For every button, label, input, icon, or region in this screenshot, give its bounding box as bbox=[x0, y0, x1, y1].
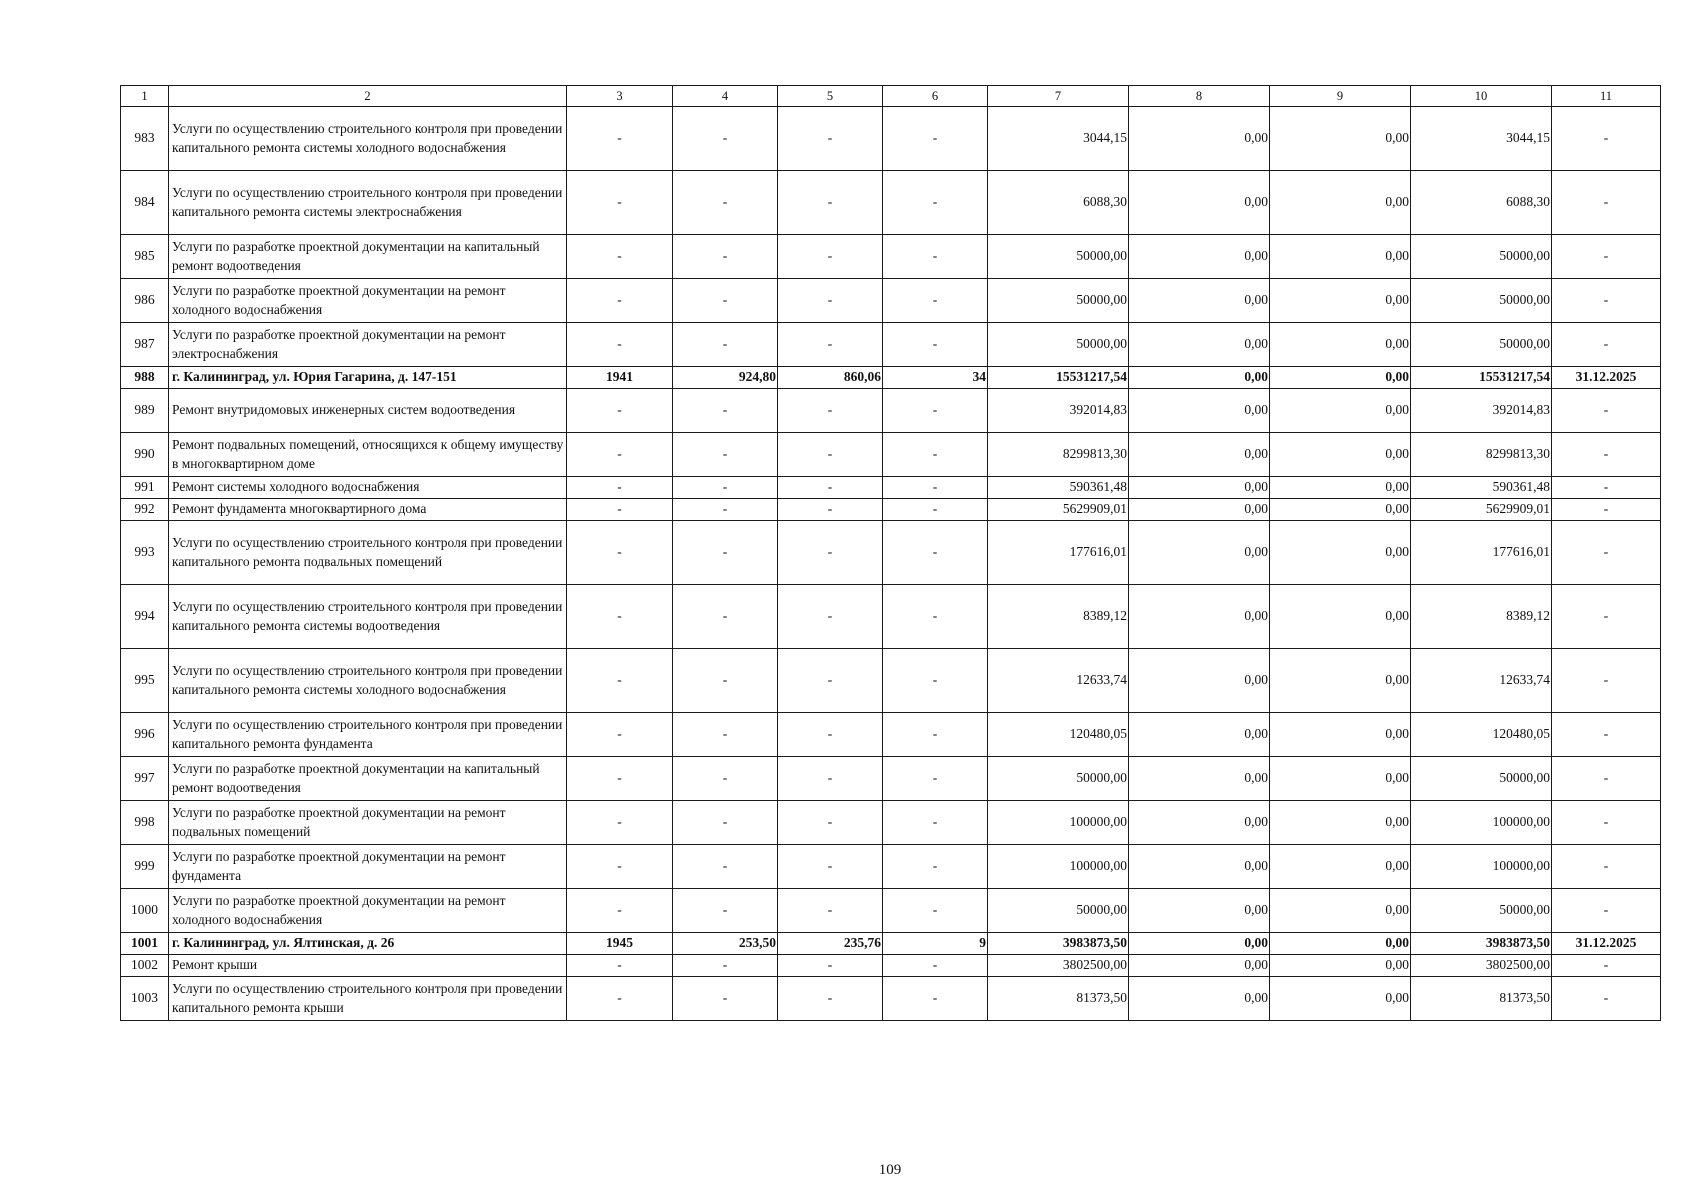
total-cost-cell: 3044,15 bbox=[988, 107, 1129, 171]
year-cell: 1945 bbox=[567, 933, 673, 955]
total-cost-cell: 100000,00 bbox=[988, 801, 1129, 845]
total-area-cell: - bbox=[673, 323, 778, 367]
owners-cost-cell: 50000,00 bbox=[1411, 279, 1552, 323]
year-cell: - bbox=[567, 279, 673, 323]
total-cost-cell: 6088,30 bbox=[988, 171, 1129, 235]
column-header: 5 bbox=[778, 86, 883, 107]
table-row bbox=[121, 713, 1661, 757]
residents-cell: - bbox=[883, 499, 988, 521]
deadline-cell: - bbox=[1552, 955, 1661, 977]
year-cell: - bbox=[567, 499, 673, 521]
deadline-cell: 31.12.2025 bbox=[1552, 933, 1661, 955]
residents-cell: - bbox=[883, 521, 988, 585]
total-cost-cell: 50000,00 bbox=[988, 235, 1129, 279]
work-name-cell: Услуги по осуществлению строительного контроля при проведении капитального ремонта фундамента bbox=[169, 713, 567, 757]
year-cell: - bbox=[567, 171, 673, 235]
column-header: 7 bbox=[988, 86, 1129, 107]
row-number-cell: 996 bbox=[121, 713, 169, 757]
total-area-cell: - bbox=[673, 389, 778, 433]
residents-cell: - bbox=[883, 801, 988, 845]
living-area-cell: - bbox=[778, 389, 883, 433]
total-area-cell: - bbox=[673, 757, 778, 801]
table-row bbox=[121, 649, 1661, 713]
fund-cost-cell: 0,00 bbox=[1129, 585, 1270, 649]
row-number-cell: 1001 bbox=[121, 933, 169, 955]
fund-cost-cell: 0,00 bbox=[1129, 235, 1270, 279]
residents-cell: - bbox=[883, 477, 988, 499]
year-cell: - bbox=[567, 521, 673, 585]
row-number-cell: 995 bbox=[121, 649, 169, 713]
work-name-cell: Услуги по осуществлению строительного контроля при проведении капитального ремонта подвальных помещений bbox=[169, 521, 567, 585]
deadline-cell: - bbox=[1552, 477, 1661, 499]
deadline-cell: - bbox=[1552, 801, 1661, 845]
row-number-cell: 987 bbox=[121, 323, 169, 367]
deadline-cell: - bbox=[1552, 433, 1661, 477]
table-row bbox=[121, 845, 1661, 889]
year-cell: - bbox=[567, 977, 673, 1021]
year-cell: - bbox=[567, 585, 673, 649]
residents-cell: - bbox=[883, 649, 988, 713]
year-cell: - bbox=[567, 649, 673, 713]
living-area-cell: 860,06 bbox=[778, 367, 883, 389]
budget-cost-cell: 0,00 bbox=[1270, 279, 1411, 323]
fund-cost-cell: 0,00 bbox=[1129, 845, 1270, 889]
work-name-cell: Услуги по разработке проектной документации на ремонт подвальных помещений bbox=[169, 801, 567, 845]
owners-cost-cell: 3802500,00 bbox=[1411, 955, 1552, 977]
page-number: 109 bbox=[878, 1162, 902, 1178]
work-name-cell: Услуги по разработке проектной документации на капитальный ремонт водоотведения bbox=[169, 757, 567, 801]
budget-cost-cell: 0,00 bbox=[1270, 977, 1411, 1021]
living-area-cell: - bbox=[778, 171, 883, 235]
fund-cost-cell: 0,00 bbox=[1129, 477, 1270, 499]
budget-cost-cell: 0,00 bbox=[1270, 585, 1411, 649]
table-row bbox=[121, 889, 1661, 933]
deadline-cell: - bbox=[1552, 389, 1661, 433]
column-header: 10 bbox=[1411, 86, 1552, 107]
owners-cost-cell: 8389,12 bbox=[1411, 585, 1552, 649]
row-number-cell: 984 bbox=[121, 171, 169, 235]
fund-cost-cell: 0,00 bbox=[1129, 107, 1270, 171]
column-number-header-row bbox=[121, 86, 1661, 107]
work-name-cell: Услуги по осуществлению строительного контроля при проведении капитального ремонта системы водоотведения bbox=[169, 585, 567, 649]
owners-cost-cell: 3983873,50 bbox=[1411, 933, 1552, 955]
row-number-cell: 989 bbox=[121, 389, 169, 433]
year-cell: - bbox=[567, 713, 673, 757]
column-header: 1 bbox=[121, 86, 169, 107]
budget-cost-cell: 0,00 bbox=[1270, 367, 1411, 389]
year-cell: - bbox=[567, 389, 673, 433]
year-cell: - bbox=[567, 889, 673, 933]
living-area-cell: - bbox=[778, 585, 883, 649]
table-row bbox=[121, 171, 1661, 235]
residents-cell: 34 bbox=[883, 367, 988, 389]
work-name-cell: Услуги по осуществлению строительного контроля при проведении капитального ремонта крыши bbox=[169, 977, 567, 1021]
total-cost-cell: 12633,74 bbox=[988, 649, 1129, 713]
address-row bbox=[121, 933, 1661, 955]
table-row bbox=[121, 757, 1661, 801]
fund-cost-cell: 0,00 bbox=[1129, 955, 1270, 977]
living-area-cell: - bbox=[778, 757, 883, 801]
budget-cost-cell: 0,00 bbox=[1270, 235, 1411, 279]
residents-cell: - bbox=[883, 279, 988, 323]
work-name-cell: Ремонт подвальных помещений, относящихся к общему имуществу в многоквартирном доме bbox=[169, 433, 567, 477]
row-number-cell: 994 bbox=[121, 585, 169, 649]
table-row bbox=[121, 955, 1661, 977]
row-number-cell: 991 bbox=[121, 477, 169, 499]
row-number-cell: 1000 bbox=[121, 889, 169, 933]
column-header: 9 bbox=[1270, 86, 1411, 107]
total-cost-cell: 3802500,00 bbox=[988, 955, 1129, 977]
budget-cost-cell: 0,00 bbox=[1270, 499, 1411, 521]
total-cost-cell: 50000,00 bbox=[988, 757, 1129, 801]
total-cost-cell: 5629909,01 bbox=[988, 499, 1129, 521]
residents-cell: - bbox=[883, 433, 988, 477]
owners-cost-cell: 81373,50 bbox=[1411, 977, 1552, 1021]
owners-cost-cell: 100000,00 bbox=[1411, 801, 1552, 845]
row-number-cell: 985 bbox=[121, 235, 169, 279]
work-name-cell: Услуги по разработке проектной документации на ремонт фундамента bbox=[169, 845, 567, 889]
table-row bbox=[121, 477, 1661, 499]
total-area-cell: - bbox=[673, 499, 778, 521]
budget-cost-cell: 0,00 bbox=[1270, 955, 1411, 977]
living-area-cell: - bbox=[778, 235, 883, 279]
row-number-cell: 986 bbox=[121, 279, 169, 323]
budget-cost-cell: 0,00 bbox=[1270, 933, 1411, 955]
fund-cost-cell: 0,00 bbox=[1129, 801, 1270, 845]
budget-cost-cell: 0,00 bbox=[1270, 845, 1411, 889]
owners-cost-cell: 12633,74 bbox=[1411, 649, 1552, 713]
living-area-cell: - bbox=[778, 433, 883, 477]
total-cost-cell: 81373,50 bbox=[988, 977, 1129, 1021]
residents-cell: - bbox=[883, 845, 988, 889]
budget-cost-cell: 0,00 bbox=[1270, 649, 1411, 713]
owners-cost-cell: 177616,01 bbox=[1411, 521, 1552, 585]
total-cost-cell: 100000,00 bbox=[988, 845, 1129, 889]
row-number-cell: 999 bbox=[121, 845, 169, 889]
column-header: 6 bbox=[883, 86, 988, 107]
owners-cost-cell: 392014,83 bbox=[1411, 389, 1552, 433]
total-cost-cell: 392014,83 bbox=[988, 389, 1129, 433]
budget-cost-cell: 0,00 bbox=[1270, 801, 1411, 845]
row-number-cell: 997 bbox=[121, 757, 169, 801]
residents-cell: 9 bbox=[883, 933, 988, 955]
fund-cost-cell: 0,00 bbox=[1129, 323, 1270, 367]
row-number-cell: 983 bbox=[121, 107, 169, 171]
year-cell: - bbox=[567, 235, 673, 279]
work-name-cell: Услуги по осуществлению строительного контроля при проведении капитального ремонта системы холодного водоснабжения bbox=[169, 107, 567, 171]
work-name-cell: г. Калининград, ул. Ялтинская, д. 26 bbox=[169, 933, 567, 955]
total-area-cell: - bbox=[673, 107, 778, 171]
year-cell: - bbox=[567, 477, 673, 499]
owners-cost-cell: 100000,00 bbox=[1411, 845, 1552, 889]
budget-cost-cell: 0,00 bbox=[1270, 389, 1411, 433]
table-row bbox=[121, 323, 1661, 367]
column-header: 4 bbox=[673, 86, 778, 107]
living-area-cell: - bbox=[778, 521, 883, 585]
work-name-cell: Ремонт фундамента многоквартирного дома bbox=[169, 499, 567, 521]
column-header: 2 bbox=[169, 86, 567, 107]
owners-cost-cell: 590361,48 bbox=[1411, 477, 1552, 499]
total-area-cell: - bbox=[673, 521, 778, 585]
deadline-cell: - bbox=[1552, 889, 1661, 933]
year-cell: - bbox=[567, 323, 673, 367]
row-number-cell: 988 bbox=[121, 367, 169, 389]
total-area-cell: 253,50 bbox=[673, 933, 778, 955]
deadline-cell: - bbox=[1552, 499, 1661, 521]
budget-cost-cell: 0,00 bbox=[1270, 107, 1411, 171]
budget-cost-cell: 0,00 bbox=[1270, 889, 1411, 933]
budget-cost-cell: 0,00 bbox=[1270, 433, 1411, 477]
residents-cell: - bbox=[883, 171, 988, 235]
year-cell: - bbox=[567, 955, 673, 977]
deadline-cell: - bbox=[1552, 585, 1661, 649]
owners-cost-cell: 5629909,01 bbox=[1411, 499, 1552, 521]
residents-cell: - bbox=[883, 955, 988, 977]
table-row bbox=[121, 235, 1661, 279]
budget-cost-cell: 0,00 bbox=[1270, 521, 1411, 585]
total-cost-cell: 8389,12 bbox=[988, 585, 1129, 649]
work-name-cell: Ремонт системы холодного водоснабжения bbox=[169, 477, 567, 499]
table-row bbox=[121, 499, 1661, 521]
work-name-cell: Услуги по разработке проектной документации на ремонт холодного водоснабжения bbox=[169, 889, 567, 933]
total-area-cell: - bbox=[673, 955, 778, 977]
deadline-cell: 31.12.2025 bbox=[1552, 367, 1661, 389]
budget-cost-cell: 0,00 bbox=[1270, 757, 1411, 801]
table-row bbox=[121, 585, 1661, 649]
residents-cell: - bbox=[883, 585, 988, 649]
owners-cost-cell: 50000,00 bbox=[1411, 323, 1552, 367]
living-area-cell: - bbox=[778, 279, 883, 323]
total-cost-cell: 3983873,50 bbox=[988, 933, 1129, 955]
residents-cell: - bbox=[883, 713, 988, 757]
deadline-cell: - bbox=[1552, 977, 1661, 1021]
owners-cost-cell: 15531217,54 bbox=[1411, 367, 1552, 389]
row-number-cell: 1003 bbox=[121, 977, 169, 1021]
deadline-cell: - bbox=[1552, 713, 1661, 757]
works-table bbox=[120, 85, 1661, 1021]
table-row bbox=[121, 801, 1661, 845]
fund-cost-cell: 0,00 bbox=[1129, 977, 1270, 1021]
total-area-cell: - bbox=[673, 977, 778, 1021]
residents-cell: - bbox=[883, 235, 988, 279]
living-area-cell: - bbox=[778, 889, 883, 933]
total-cost-cell: 50000,00 bbox=[988, 323, 1129, 367]
year-cell: - bbox=[567, 433, 673, 477]
budget-cost-cell: 0,00 bbox=[1270, 323, 1411, 367]
fund-cost-cell: 0,00 bbox=[1129, 713, 1270, 757]
table-row bbox=[121, 279, 1661, 323]
total-area-cell: - bbox=[673, 845, 778, 889]
fund-cost-cell: 0,00 bbox=[1129, 389, 1270, 433]
year-cell: - bbox=[567, 845, 673, 889]
table-row bbox=[121, 977, 1661, 1021]
work-name-cell: г. Калининград, ул. Юрия Гагарина, д. 147-151 bbox=[169, 367, 567, 389]
work-name-cell: Услуги по осуществлению строительного контроля при проведении капитального ремонта системы электроснабжения bbox=[169, 171, 567, 235]
deadline-cell: - bbox=[1552, 845, 1661, 889]
living-area-cell: - bbox=[778, 713, 883, 757]
total-cost-cell: 590361,48 bbox=[988, 477, 1129, 499]
owners-cost-cell: 120480,05 bbox=[1411, 713, 1552, 757]
residents-cell: - bbox=[883, 977, 988, 1021]
work-name-cell: Услуги по разработке проектной документации на капитальный ремонт водоотведения bbox=[169, 235, 567, 279]
living-area-cell: 235,76 bbox=[778, 933, 883, 955]
living-area-cell: - bbox=[778, 845, 883, 889]
total-area-cell: - bbox=[673, 585, 778, 649]
residents-cell: - bbox=[883, 107, 988, 171]
row-number-cell: 1002 bbox=[121, 955, 169, 977]
fund-cost-cell: 0,00 bbox=[1129, 367, 1270, 389]
column-header: 8 bbox=[1129, 86, 1270, 107]
living-area-cell: - bbox=[778, 477, 883, 499]
year-cell: - bbox=[567, 107, 673, 171]
owners-cost-cell: 50000,00 bbox=[1411, 889, 1552, 933]
fund-cost-cell: 0,00 bbox=[1129, 757, 1270, 801]
total-area-cell: - bbox=[673, 171, 778, 235]
deadline-cell: - bbox=[1552, 107, 1661, 171]
fund-cost-cell: 0,00 bbox=[1129, 279, 1270, 323]
owners-cost-cell: 6088,30 bbox=[1411, 171, 1552, 235]
total-cost-cell: 8299813,30 bbox=[988, 433, 1129, 477]
living-area-cell: - bbox=[778, 323, 883, 367]
residents-cell: - bbox=[883, 389, 988, 433]
fund-cost-cell: 0,00 bbox=[1129, 171, 1270, 235]
total-cost-cell: 50000,00 bbox=[988, 279, 1129, 323]
total-area-cell: - bbox=[673, 649, 778, 713]
total-area-cell: - bbox=[673, 801, 778, 845]
work-name-cell: Услуги по разработке проектной документации на ремонт холодного водоснабжения bbox=[169, 279, 567, 323]
fund-cost-cell: 0,00 bbox=[1129, 649, 1270, 713]
total-area-cell: 924,80 bbox=[673, 367, 778, 389]
owners-cost-cell: 3044,15 bbox=[1411, 107, 1552, 171]
work-name-cell: Ремонт крыши bbox=[169, 955, 567, 977]
total-area-cell: - bbox=[673, 477, 778, 499]
total-cost-cell: 120480,05 bbox=[988, 713, 1129, 757]
row-number-cell: 992 bbox=[121, 499, 169, 521]
total-cost-cell: 50000,00 bbox=[988, 889, 1129, 933]
table-row bbox=[121, 433, 1661, 477]
total-area-cell: - bbox=[673, 889, 778, 933]
budget-cost-cell: 0,00 bbox=[1270, 171, 1411, 235]
owners-cost-cell: 50000,00 bbox=[1411, 757, 1552, 801]
deadline-cell: - bbox=[1552, 323, 1661, 367]
owners-cost-cell: 50000,00 bbox=[1411, 235, 1552, 279]
living-area-cell: - bbox=[778, 801, 883, 845]
deadline-cell: - bbox=[1552, 171, 1661, 235]
fund-cost-cell: 0,00 bbox=[1129, 889, 1270, 933]
deadline-cell: - bbox=[1552, 649, 1661, 713]
total-area-cell: - bbox=[673, 433, 778, 477]
total-area-cell: - bbox=[673, 279, 778, 323]
total-area-cell: - bbox=[673, 235, 778, 279]
living-area-cell: - bbox=[778, 649, 883, 713]
row-number-cell: 993 bbox=[121, 521, 169, 585]
address-row bbox=[121, 367, 1661, 389]
fund-cost-cell: 0,00 bbox=[1129, 521, 1270, 585]
owners-cost-cell: 8299813,30 bbox=[1411, 433, 1552, 477]
table-row bbox=[121, 521, 1661, 585]
table-row bbox=[121, 107, 1661, 171]
column-header: 3 bbox=[567, 86, 673, 107]
year-cell: - bbox=[567, 757, 673, 801]
deadline-cell: - bbox=[1552, 521, 1661, 585]
residents-cell: - bbox=[883, 889, 988, 933]
year-cell: - bbox=[567, 801, 673, 845]
work-name-cell: Услуги по разработке проектной документации на ремонт электроснабжения bbox=[169, 323, 567, 367]
deadline-cell: - bbox=[1552, 757, 1661, 801]
row-number-cell: 998 bbox=[121, 801, 169, 845]
living-area-cell: - bbox=[778, 499, 883, 521]
living-area-cell: - bbox=[778, 107, 883, 171]
table-row bbox=[121, 389, 1661, 433]
fund-cost-cell: 0,00 bbox=[1129, 433, 1270, 477]
residents-cell: - bbox=[883, 757, 988, 801]
work-name-cell: Услуги по осуществлению строительного контроля при проведении капитального ремонта системы холодного водоснабжения bbox=[169, 649, 567, 713]
residents-cell: - bbox=[883, 323, 988, 367]
living-area-cell: - bbox=[778, 955, 883, 977]
total-cost-cell: 15531217,54 bbox=[988, 367, 1129, 389]
fund-cost-cell: 0,00 bbox=[1129, 499, 1270, 521]
deadline-cell: - bbox=[1552, 279, 1661, 323]
year-cell: 1941 bbox=[567, 367, 673, 389]
budget-cost-cell: 0,00 bbox=[1270, 477, 1411, 499]
total-area-cell: - bbox=[673, 713, 778, 757]
living-area-cell: - bbox=[778, 977, 883, 1021]
row-number-cell: 990 bbox=[121, 433, 169, 477]
deadline-cell: - bbox=[1552, 235, 1661, 279]
column-header: 11 bbox=[1552, 86, 1661, 107]
budget-cost-cell: 0,00 bbox=[1270, 713, 1411, 757]
total-cost-cell: 177616,01 bbox=[988, 521, 1129, 585]
work-name-cell: Ремонт внутридомовых инженерных систем водоотведения bbox=[169, 389, 567, 433]
fund-cost-cell: 0,00 bbox=[1129, 933, 1270, 955]
